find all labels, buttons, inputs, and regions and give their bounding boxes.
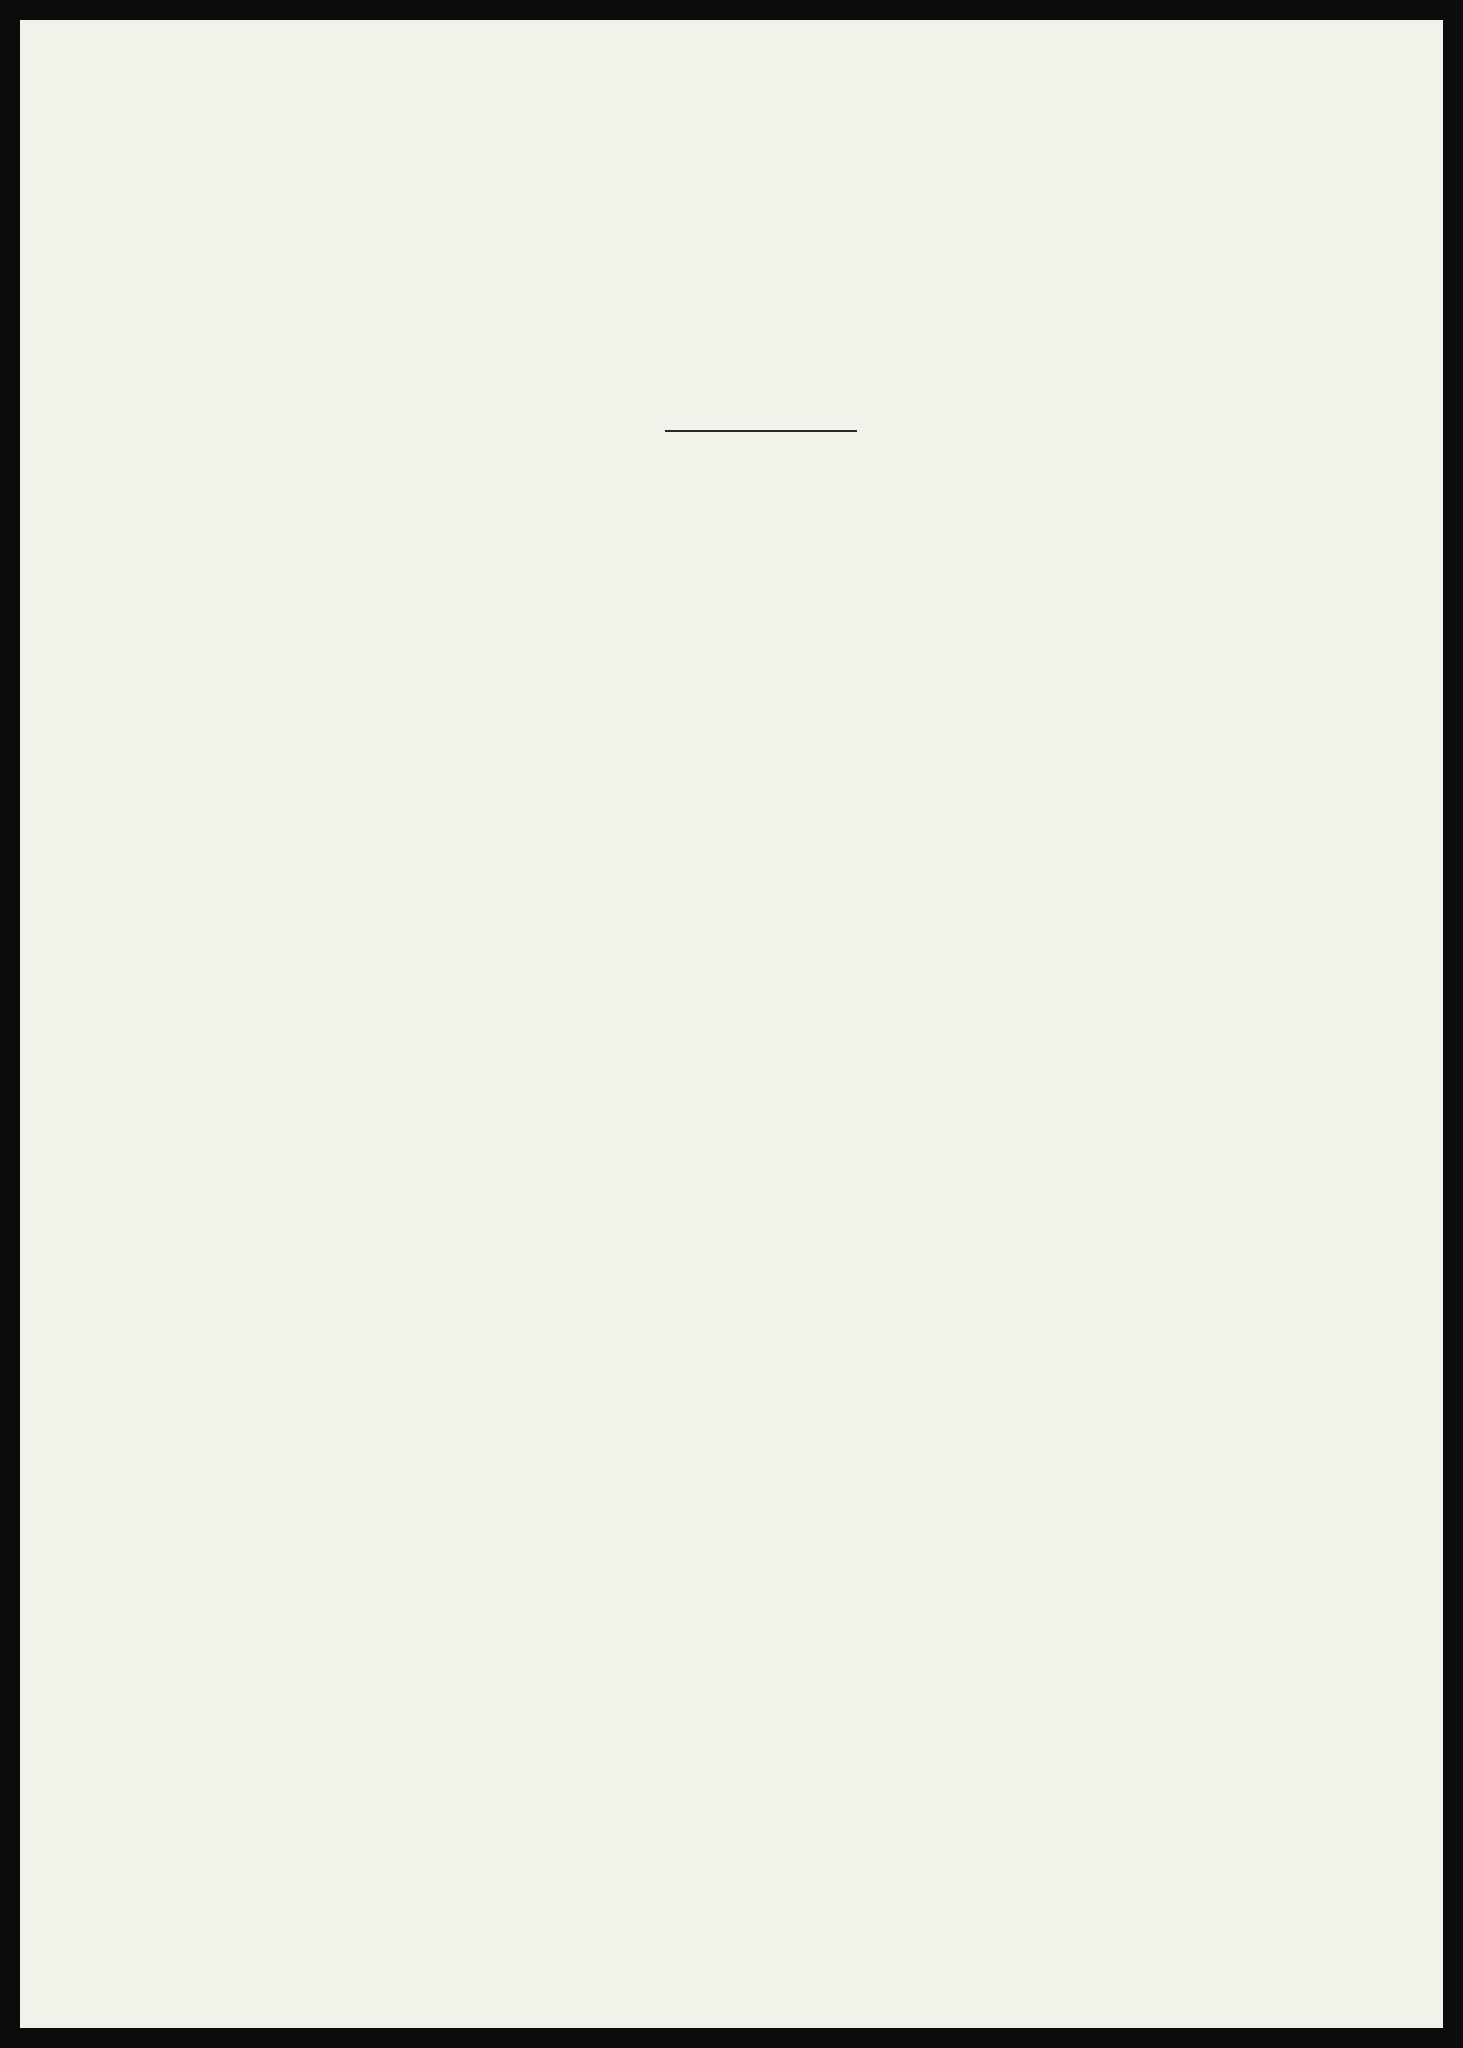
- document-page: [20, 20, 1443, 2028]
- section-divider: [665, 430, 857, 432]
